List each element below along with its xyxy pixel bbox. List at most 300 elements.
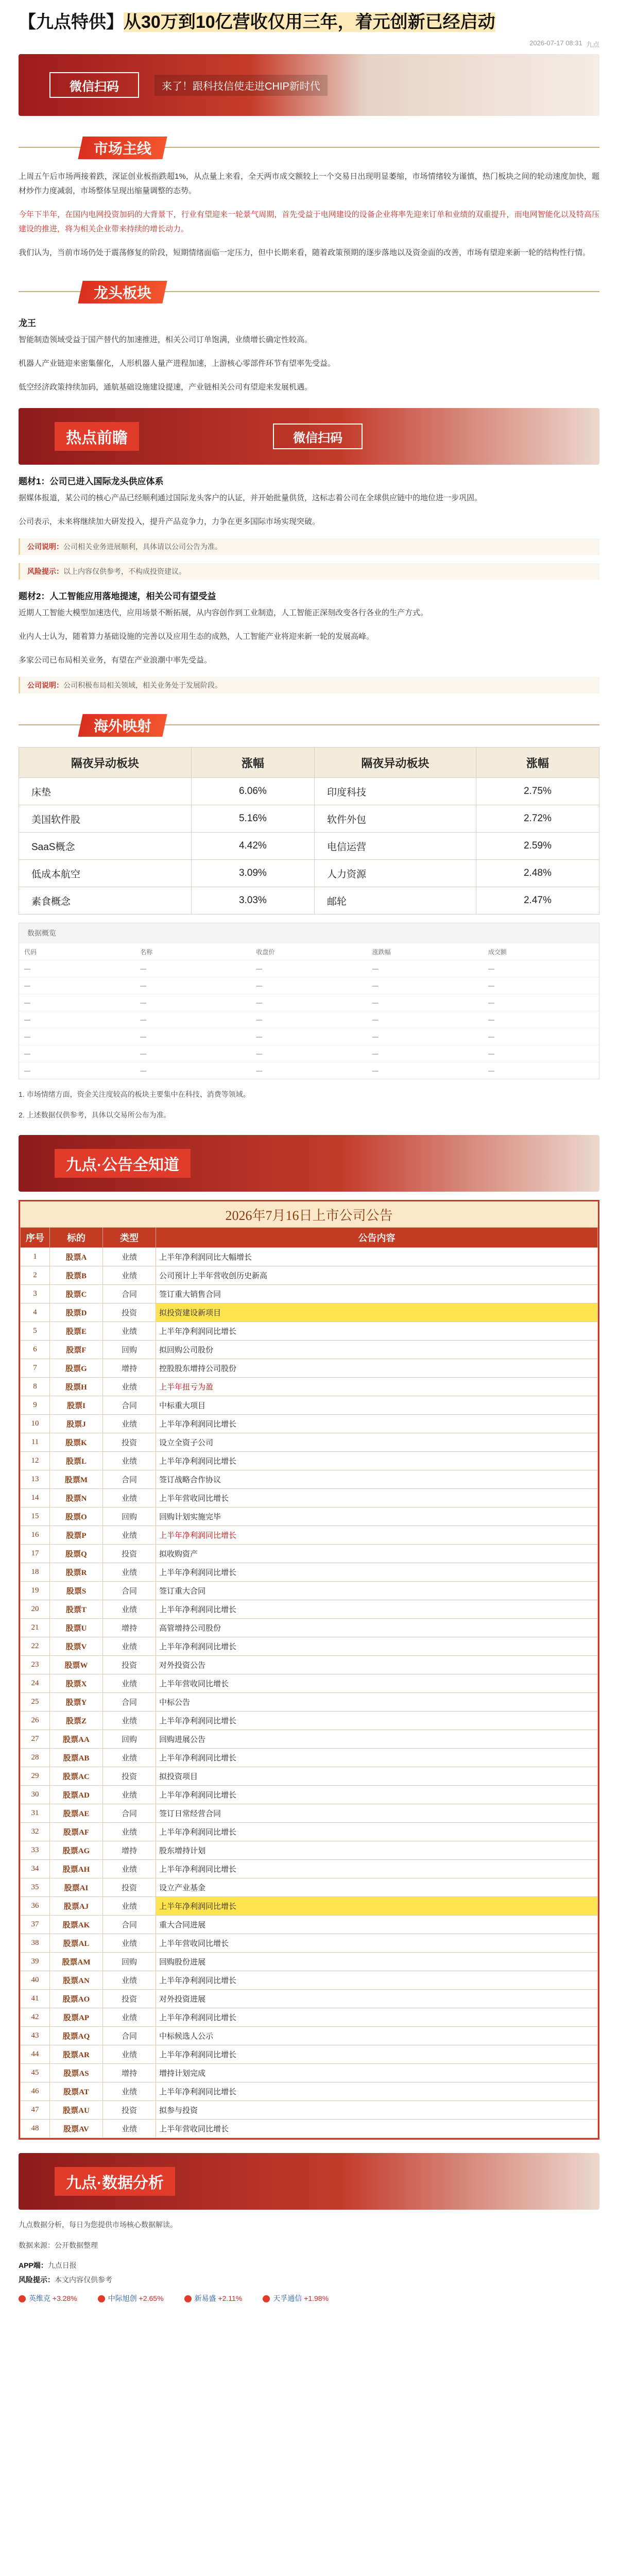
announce-desc-cell: 上半年净利润同比增长	[156, 1526, 598, 1545]
announce-name-cell[interactable]: 股票K	[50, 1433, 103, 1452]
announce-row	[21, 2027, 598, 2045]
announce-kind-cell: 业绩	[103, 1322, 156, 1341]
announce-name-cell[interactable]: 股票I	[50, 1396, 103, 1415]
datasheet-cell: —	[488, 1050, 494, 1057]
announce-idx-cell: 4	[21, 1303, 50, 1322]
announce-name-cell[interactable]: 股票A	[50, 1248, 103, 1266]
announce-kind-cell: 增持	[103, 1619, 156, 1637]
announce-idx-cell: 22	[21, 1637, 50, 1656]
datasheet-row	[19, 1045, 599, 1062]
announce-name-cell[interactable]: 股票AP	[50, 2008, 103, 2027]
datasheet-row	[19, 1011, 599, 1028]
section-tag: 九点·公告全知道	[55, 1149, 191, 1178]
stock-item[interactable]	[19, 2293, 77, 2303]
market-para-3: 我们认为，当前市场仍处于震荡修复的阶段，短期情绪面临一定压力，但中长期来看，随着政策预期的逐步落地以及资金面的改善，市场有望迎来新一轮的结构性行情。	[19, 248, 591, 257]
hot-sub-2: 题材2：人工智能应用落地提速，相关公司有望受益	[19, 591, 216, 601]
announce-kind-cell: 业绩	[103, 2120, 156, 2138]
announce-row	[21, 1693, 598, 1711]
hot-note-1: 公司说明：公司相关业务进展顺利，具体请以公司公告为准。	[19, 538, 599, 555]
overseas-change-cell: 2.48%	[476, 860, 599, 887]
datasheet-cell: —	[372, 1033, 379, 1040]
announce-desc-cell: 签订重大合同	[156, 1582, 598, 1600]
announce-desc-cell: 中标公告	[156, 1693, 598, 1711]
datasheet-cell: —	[24, 1067, 30, 1074]
announce-desc-cell: 拟参与投资	[156, 2101, 598, 2120]
announce-idx-cell: 25	[21, 1693, 50, 1711]
announce-row	[21, 2008, 598, 2027]
announce-desc-cell: 重大合同进展	[156, 1916, 598, 1934]
announce-kind-cell: 业绩	[103, 1711, 156, 1730]
announce-name-cell[interactable]: 股票J	[50, 1415, 103, 1433]
announce-name-cell[interactable]: 股票AC	[50, 1767, 103, 1786]
announce-kind-cell: 合同	[103, 1693, 156, 1711]
announce-idx-cell: 21	[21, 1619, 50, 1637]
dragon-label: 龙王	[19, 318, 36, 328]
datasheet-cell: —	[372, 1050, 379, 1057]
stock-name: 新易盛	[194, 2294, 218, 2302]
announce-row	[21, 1489, 598, 1507]
overseas-sector-cell: 美国软件股	[19, 805, 192, 833]
title-prefix: 【九点特供】	[19, 12, 124, 32]
announce-name-cell[interactable]: 股票U	[50, 1619, 103, 1637]
announce-idx-cell: 48	[21, 2120, 50, 2138]
announce-idx-cell: 12	[21, 1452, 50, 1470]
overseas-sector-cell: 素食概念	[19, 887, 192, 914]
announce-name-cell[interactable]: 股票O	[50, 1507, 103, 1526]
announce-kind-cell: 业绩	[103, 1600, 156, 1619]
announce-desc-cell: 上半年扭亏为盈	[156, 1378, 598, 1396]
data-intro-1: 九点数据分析，每日为您提供市场核心数据解读。	[19, 2221, 177, 2229]
overseas-datasheet	[19, 923, 599, 1079]
overseas-sector-cell: 邮轮	[314, 887, 476, 914]
announce-idx-cell: 8	[21, 1378, 50, 1396]
market-para-2: 今年下半年，在国内电网投资加码的大背景下，行业有望迎来一轮景气周期，首先受益于电网建设的设备企业将率先迎来订单和业绩的双重提升，而电网智能化以及特高压建设的推进，将为相关企业带来持续的增长动力。	[19, 210, 599, 233]
announce-idx-cell: 28	[21, 1749, 50, 1767]
announce-desc-cell: 上半年净利润同比增长	[156, 2008, 598, 2027]
announce-kind-cell: 增持	[103, 2064, 156, 2082]
announce-row	[21, 1953, 598, 1971]
overseas-sector-cell: 低成本航空	[19, 860, 192, 887]
announce-name-cell[interactable]: 股票AG	[50, 1841, 103, 1860]
datasheet-cell: —	[256, 965, 263, 972]
top-banner[interactable]	[19, 54, 599, 116]
announce-row	[21, 1341, 598, 1359]
announce-desc-cell: 设立全资子公司	[156, 1433, 598, 1452]
announce-row	[21, 1637, 598, 1656]
overseas-foot-1: 1. 市场情绪方面，资金关注度较高的板块主要集中在科技、消费等领域。	[19, 1090, 250, 1098]
announce-desc-cell: 上半年净利润同比增长	[156, 1452, 598, 1470]
article-title	[0, 0, 618, 34]
announce-name-cell[interactable]: 股票Q	[50, 1545, 103, 1563]
announce-desc-cell: 上半年营收同比增长	[156, 1934, 598, 1953]
announce-idx-cell: 41	[21, 1990, 50, 2008]
announce-kind-cell: 投资	[103, 2101, 156, 2120]
announce-kind-cell: 业绩	[103, 1563, 156, 1582]
overseas-header: 涨幅	[191, 748, 314, 778]
overseas-sector-cell: SaaS概念	[19, 833, 192, 860]
announce-name-cell[interactable]: 股票Y	[50, 1693, 103, 1711]
announce-name-cell[interactable]: 股票G	[50, 1359, 103, 1378]
datasheet-cell: —	[256, 1067, 263, 1074]
announce-idx-cell: 18	[21, 1563, 50, 1582]
stock-name: 天孚通信	[273, 2294, 304, 2302]
announce-desc-cell: 对外投资公告	[156, 1656, 598, 1674]
announce-idx-cell: 14	[21, 1489, 50, 1507]
announce-table-wrap	[19, 1200, 599, 2140]
announce-idx-cell: 6	[21, 1341, 50, 1359]
announce-row	[21, 2082, 598, 2101]
announce-idx-cell: 20	[21, 1600, 50, 1619]
datasheet-cell: —	[372, 1016, 379, 1023]
announce-name-cell[interactable]: 股票AV	[50, 2120, 103, 2138]
announce-row	[21, 1378, 598, 1396]
datasheet-cell: —	[140, 1033, 147, 1040]
overseas-sector-cell: 床垫	[19, 778, 192, 805]
stock-item[interactable]	[98, 2293, 164, 2303]
announce-kind-cell: 回购	[103, 1507, 156, 1526]
announce-name-cell[interactable]: 股票AT	[50, 2082, 103, 2101]
announce-kind-cell: 投资	[103, 1303, 156, 1322]
announce-idx-cell: 29	[21, 1767, 50, 1786]
announce-kind-cell: 回购	[103, 1730, 156, 1749]
announce-desc-cell: 上半年净利润同比增长	[156, 2045, 598, 2064]
datasheet-cell: —	[24, 982, 30, 989]
announce-row	[21, 1582, 598, 1600]
announce-desc-cell: 签订战略合作协议	[156, 1470, 598, 1489]
announce-name-cell[interactable]: 股票V	[50, 1637, 103, 1656]
announce-desc-cell: 公司预计上半年营收创历史新高	[156, 1266, 598, 1285]
announce-row	[21, 1322, 598, 1341]
announce-row	[21, 1507, 598, 1526]
data-intro-2: 数据来源：公开数据整理	[19, 2241, 98, 2249]
announce-kind-cell: 业绩	[103, 2008, 156, 2027]
datasheet-cell: —	[140, 1016, 147, 1023]
announce-name-cell[interactable]: 股票AM	[50, 1953, 103, 1971]
datasheet-cell: —	[372, 982, 379, 989]
stock-change: +3.28%	[52, 2294, 77, 2302]
announce-name-cell[interactable]: 股票P	[50, 1526, 103, 1545]
overseas-table	[19, 747, 599, 914]
announce-kind-cell: 业绩	[103, 1637, 156, 1656]
announce-name-cell[interactable]: 股票AN	[50, 1971, 103, 1990]
announce-idx-cell: 30	[21, 1786, 50, 1804]
announce-desc-cell: 上半年净利润同比增长	[156, 1600, 598, 1619]
announce-name-cell[interactable]: 股票D	[50, 1303, 103, 1322]
section-overseas	[19, 711, 599, 740]
announce-desc-cell: 拟投资建设新项目	[156, 1303, 598, 1322]
announce-idx-cell: 27	[21, 1730, 50, 1749]
datasheet-cell: —	[488, 1033, 494, 1040]
announce-name-cell[interactable]: 股票AR	[50, 2045, 103, 2064]
announce-desc-cell: 拟回购公司股份	[156, 1341, 598, 1359]
announce-name-cell[interactable]: 股票N	[50, 1489, 103, 1507]
data-kv-1: APP端：九点日报	[19, 2261, 77, 2269]
announce-desc-cell: 上半年净利润同比增长	[156, 1971, 598, 1990]
stock-change: +1.98%	[304, 2294, 329, 2302]
announce-desc-cell: 上半年净利润同比增长	[156, 1563, 598, 1582]
announce-name-cell[interactable]: 股票AL	[50, 1934, 103, 1953]
announce-desc-cell: 上半年净利润同比增长	[156, 1860, 598, 1878]
announce-name-cell[interactable]: 股票AK	[50, 1916, 103, 1934]
announce-kind-cell: 合同	[103, 1470, 156, 1489]
announce-kind-cell: 业绩	[103, 1897, 156, 1916]
announce-row	[21, 1396, 598, 1415]
announce-idx-cell: 3	[21, 1285, 50, 1303]
datasheet-row	[19, 943, 599, 960]
datasheet-cell: —	[488, 1016, 494, 1023]
announce-kind-cell: 业绩	[103, 1860, 156, 1878]
announce-name-cell[interactable]: 股票AU	[50, 2101, 103, 2120]
announce-kind-cell: 投资	[103, 1433, 156, 1452]
announce-idx-cell: 10	[21, 1415, 50, 1433]
market-para-1: 上周五午后市场两接着跌，深证创业板指跌超1%，从点量上来看，全天两市成交额较上一个交易日出现明显萎缩，市场情绪较为谨慎，热门板块之间的轮动速度加快，题材炒作力度减弱，市场整体呈现出缩量调整的态势。	[19, 172, 599, 195]
announce-kind-cell: 投资	[103, 1767, 156, 1786]
overseas-row	[19, 778, 599, 805]
announce-table-title: 2026年7月16日上市公司公告	[20, 1201, 598, 1227]
overseas-row	[19, 833, 599, 860]
announce-idx-cell: 44	[21, 2045, 50, 2064]
section-tag: 龙头板块	[78, 281, 167, 303]
announce-name-cell[interactable]: 股票Z	[50, 1711, 103, 1730]
stock-dot-icon	[263, 2295, 270, 2302]
announce-name-cell[interactable]: 股票AF	[50, 1823, 103, 1841]
announce-name-cell[interactable]: 股票AH	[50, 1860, 103, 1878]
announce-row	[21, 1415, 598, 1433]
announce-row	[21, 2064, 598, 2082]
announce-desc-cell: 对外投资进展	[156, 1990, 598, 2008]
announce-idx-cell: 1	[21, 1248, 50, 1266]
announce-name-cell[interactable]: 股票AS	[50, 2064, 103, 2082]
overseas-row	[19, 860, 599, 887]
datasheet-row	[19, 994, 599, 1011]
announce-kind-cell: 业绩	[103, 1749, 156, 1767]
announce-name-cell[interactable]: 股票W	[50, 1656, 103, 1674]
dragon-para-1: 智能制造领域受益于国产替代的加速推进，相关公司订单饱满，业绩增长确定性较高。	[19, 335, 313, 344]
announce-row	[21, 1916, 598, 1934]
hot-para-2: 公司表示，未来将继续加大研发投入，提升产品竞争力，力争在更多国际市场实现突破。	[19, 517, 320, 526]
datasheet-cell: 代码	[24, 948, 37, 956]
stock-dot-icon	[98, 2295, 105, 2302]
overseas-header: 隔夜异动板块	[19, 748, 192, 778]
overseas-sector-cell: 软件外包	[314, 805, 476, 833]
overseas-change-cell: 2.47%	[476, 887, 599, 914]
overseas-change-cell: 3.03%	[191, 887, 314, 914]
announce-name-cell[interactable]: 股票L	[50, 1452, 103, 1470]
announce-idx-cell: 19	[21, 1582, 50, 1600]
announce-idx-cell: 15	[21, 1507, 50, 1526]
dragon-para-3: 低空经济政策持续加码，通航基础设施建设提速，产业链相关公司有望迎来发展机遇。	[19, 383, 313, 392]
announce-idx-cell: 23	[21, 1656, 50, 1674]
overseas-row	[19, 887, 599, 914]
announce-idx-cell: 2	[21, 1266, 50, 1285]
overseas-sector-cell: 印度科技	[314, 778, 476, 805]
hot-para-1: 据媒体报道，某公司的核心产品已经顺利通过国际龙头客户的认证，并开始批量供货，这标志着公司在全球供应链中的地位进一步巩固。	[19, 494, 483, 502]
stock-item[interactable]	[263, 2293, 329, 2303]
datasheet-cell: —	[256, 1050, 263, 1057]
title-main: 从30万到10亿营收仅用三年，着元创新已经启动	[124, 12, 495, 32]
announce-name-cell[interactable]: 股票AD	[50, 1786, 103, 1804]
overseas-header: 隔夜异动板块	[314, 748, 476, 778]
announce-idx-cell: 7	[21, 1359, 50, 1378]
announce-row	[21, 1248, 598, 1266]
announce-desc-cell: 拟投资项目	[156, 1767, 598, 1786]
announce-name-cell[interactable]: 股票AO	[50, 1990, 103, 2008]
banner-logo: 微信扫码	[49, 72, 139, 98]
announce-idx-cell: 11	[21, 1433, 50, 1452]
announce-kind-cell: 业绩	[103, 1489, 156, 1507]
announce-row	[21, 1619, 598, 1637]
announce-kind-cell: 增持	[103, 1359, 156, 1378]
section-dragon	[19, 278, 599, 307]
announce-desc-cell: 上半年净利润同比增长	[156, 1711, 598, 1730]
announce-desc-cell: 上半年净利润同比大幅增长	[156, 1248, 598, 1266]
announce-name-cell[interactable]: 股票AE	[50, 1804, 103, 1823]
announce-name-cell[interactable]: 股票S	[50, 1582, 103, 1600]
datasheet-cell: —	[488, 982, 494, 989]
datasheet-row	[19, 977, 599, 994]
announce-idx-cell: 35	[21, 1878, 50, 1897]
announce-kind-cell: 投资	[103, 1878, 156, 1897]
datasheet-cell: —	[24, 1033, 30, 1040]
datasheet-cell: —	[24, 1016, 30, 1023]
announce-kind-cell: 业绩	[103, 1378, 156, 1396]
announce-row	[21, 1285, 598, 1303]
announce-idx-cell: 33	[21, 1841, 50, 1860]
announce-name-cell[interactable]: 股票R	[50, 1563, 103, 1582]
announce-row	[21, 1990, 598, 2008]
announce-idx-cell: 38	[21, 1934, 50, 1953]
datasheet-cell: —	[488, 1067, 494, 1074]
announce-header: 序号	[21, 1228, 50, 1248]
hot-para-4: 业内人士认为，随着算力基础设施的完善以及应用生态的成熟，人工智能产业将迎来新一轮的发展高峰。	[19, 632, 374, 641]
datasheet-cell: —	[488, 965, 494, 972]
announce-name-cell[interactable]: 股票AI	[50, 1878, 103, 1897]
announce-desc-cell: 中标重大项目	[156, 1396, 598, 1415]
announce-name-cell[interactable]: 股票AB	[50, 1749, 103, 1767]
announce-kind-cell: 业绩	[103, 2082, 156, 2101]
datasheet-cell: —	[140, 999, 147, 1006]
datasheet-row	[19, 1028, 599, 1045]
overseas-change-cell: 2.72%	[476, 805, 599, 833]
section-tag: 海外映射	[78, 714, 167, 737]
announce-name-cell[interactable]: 股票X	[50, 1674, 103, 1693]
announce-desc-cell: 高管增持公司股份	[156, 1619, 598, 1637]
announce-name-cell[interactable]: 股票AJ	[50, 1897, 103, 1916]
announce-row	[21, 1545, 598, 1563]
announce-row	[21, 1786, 598, 1804]
announce-desc-cell: 上半年营收同比增长	[156, 2120, 598, 2138]
announce-kind-cell: 投资	[103, 1990, 156, 2008]
dragon-para-2: 机器人产业链迎来密集催化，人形机器人量产进程加速，上游核心零部件环节有望率先受益。	[19, 359, 336, 368]
announce-kind-cell: 合同	[103, 1804, 156, 1823]
announce-row	[21, 1359, 598, 1378]
stock-item[interactable]	[184, 2293, 243, 2303]
announce-kind-cell: 业绩	[103, 1248, 156, 1266]
overseas-change-cell: 2.59%	[476, 833, 599, 860]
announce-name-cell[interactable]: 股票E	[50, 1322, 103, 1341]
announce-name-cell[interactable]: 股票C	[50, 1285, 103, 1303]
announce-row	[21, 1433, 598, 1452]
announce-row	[21, 1804, 598, 1823]
announce-name-cell[interactable]: 股票B	[50, 1266, 103, 1285]
announce-name-cell[interactable]: 股票F	[50, 1341, 103, 1359]
announce-idx-cell: 39	[21, 1953, 50, 1971]
announce-desc-cell: 上半年净利润同比增长	[156, 2082, 598, 2101]
overseas-change-cell: 5.16%	[191, 805, 314, 833]
announce-row	[21, 1934, 598, 1953]
announce-desc-cell: 上半年营收同比增长	[156, 1674, 598, 1693]
announce-kind-cell: 合同	[103, 2027, 156, 2045]
announce-header: 标的	[50, 1228, 103, 1248]
datasheet-cell: —	[372, 965, 379, 972]
announce-idx-cell: 17	[21, 1545, 50, 1563]
announce-row	[21, 1878, 598, 1897]
announce-idx-cell: 24	[21, 1674, 50, 1693]
announce-row	[21, 1266, 598, 1285]
announce-kind-cell: 回购	[103, 1341, 156, 1359]
announce-header: 类型	[103, 1228, 156, 1248]
announce-idx-cell: 31	[21, 1804, 50, 1823]
announce-row	[21, 1730, 598, 1749]
section-tag: 市场主线	[78, 137, 167, 159]
announce-desc-cell: 回购进展公告	[156, 1730, 598, 1749]
announce-row	[21, 1841, 598, 1860]
announce-kind-cell: 业绩	[103, 1786, 156, 1804]
announce-idx-cell: 45	[21, 2064, 50, 2082]
overseas-header: 涨幅	[476, 748, 599, 778]
announce-kind-cell: 业绩	[103, 1452, 156, 1470]
announce-row	[21, 1303, 598, 1322]
announce-kind-cell: 回购	[103, 1953, 156, 1971]
announce-name-cell[interactable]: 股票AQ	[50, 2027, 103, 2045]
datasheet-cell: —	[256, 982, 263, 989]
stock-name: 英维克	[29, 2294, 53, 2302]
hot-note-2: 风险提示：以上内容仅供参考，不构成投资建议。	[19, 563, 599, 580]
announce-idx-cell: 37	[21, 1916, 50, 1934]
announce-desc-cell: 回购计划实施完毕	[156, 1507, 598, 1526]
datasheet-cell: 名称	[140, 948, 153, 956]
announce-kind-cell: 合同	[103, 1396, 156, 1415]
section-hot	[19, 408, 599, 465]
announce-kind-cell: 业绩	[103, 1823, 156, 1841]
announce-row	[21, 1823, 598, 1841]
hot-para-3: 近期人工智能大模型加速迭代，应用场景不断拓展，从内容创作到工业制造，人工智能正深刻改变各行各业的生产方式。	[19, 608, 428, 617]
announce-idx-cell: 36	[21, 1897, 50, 1916]
announce-idx-cell: 16	[21, 1526, 50, 1545]
announce-kind-cell: 业绩	[103, 1415, 156, 1433]
datasheet-cell: —	[140, 1050, 147, 1057]
announce-kind-cell: 业绩	[103, 1934, 156, 1953]
announce-name-cell[interactable]: 股票T	[50, 1600, 103, 1619]
announce-kind-cell: 业绩	[103, 1266, 156, 1285]
announce-row	[21, 1600, 598, 1619]
section-data	[19, 2153, 599, 2210]
announce-kind-cell: 增持	[103, 1841, 156, 1860]
datasheet-cell: 收盘价	[256, 948, 275, 956]
announce-kind-cell: 业绩	[103, 1971, 156, 1990]
announce-row	[21, 1897, 598, 1916]
datasheet-cell: 成交额	[488, 948, 507, 956]
announce-name-cell[interactable]: 股票M	[50, 1470, 103, 1489]
announce-name-cell[interactable]: 股票AA	[50, 1730, 103, 1749]
announce-name-cell[interactable]: 股票H	[50, 1378, 103, 1396]
datasheet-row	[19, 1062, 599, 1079]
announce-idx-cell: 47	[21, 2101, 50, 2120]
announce-idx-cell: 46	[21, 2082, 50, 2101]
stock-bar	[19, 2293, 599, 2303]
announce-row	[21, 2101, 598, 2120]
announce-kind-cell: 投资	[103, 1656, 156, 1674]
